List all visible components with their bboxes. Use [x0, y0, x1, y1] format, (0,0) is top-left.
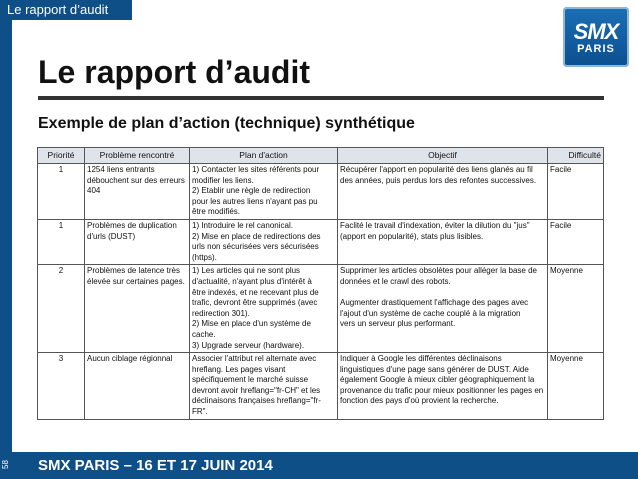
header-difficulte: Difficulté	[548, 148, 604, 164]
cell-problem: Problèmes de duplication d'urls (DUST)	[85, 219, 190, 264]
cell-priority: 1	[38, 164, 85, 220]
cell-plan: 1) Contacter les sites référents pour modifier les liens. 2) Etablir une règle de redirection pour les autres liens n'ayant pas pu être modifiés.	[190, 164, 338, 220]
cell-difficulty: Facile	[548, 164, 604, 220]
title-divider	[38, 96, 604, 100]
cell-problem: 1254 liens entrants débouchent sur des erreurs 404	[85, 164, 190, 220]
left-accent-strip	[0, 0, 12, 479]
section-label: Le rapport d’audit	[0, 0, 132, 20]
smx-paris-logo	[563, 7, 629, 67]
cell-priority: 3	[38, 353, 85, 420]
cell-difficulty: Moyenne	[548, 265, 604, 353]
slide-number: 58	[1, 460, 10, 470]
table-header-row	[38, 148, 604, 164]
cell-plan: 1) Les articles qui ne sont plus d'actualité, n'ayant plus d'intérêt à être indexés, et ne recevant plus de trafic, devront être supprimés (avec redirection 301). 2) Mise en place d'un système de cache. 3) Upgrade serveur (hardware).	[190, 265, 338, 353]
header-objectif: Objectif	[338, 148, 548, 164]
table-row	[38, 164, 604, 220]
logo-paris-text: PARIS	[577, 43, 615, 55]
cell-plan: Associer l'attribut rel alternate avec hreflang. Les pages visant spécifiquement le marché suisse devront avoir hreflang="fr-CH" et les déclinaisons françaises hreflang="fr- FR".	[190, 353, 338, 420]
cell-plan: 1) Introduire le rel canonical. 2) Mise en place de redirections des urls non sécurisées vers sécurisées (https).	[190, 219, 338, 264]
cell-priority: 1	[38, 219, 85, 264]
table-row	[38, 265, 604, 353]
cell-objective: Supprimer les articles obsolètes pour alléger la base de données et le crawl des robots. Augmenter drastiquement l'affichage des pages avec l'ajout d'un système de cache couplé à la migration vers un serveur plus performant.	[338, 265, 548, 353]
table-row	[38, 353, 604, 420]
header-priorite: Priorité	[38, 148, 85, 164]
logo-smx-text: SMX	[573, 19, 619, 44]
cell-objective: Récupérer l'apport en popularité des liens glanés au fil des années, puis perdus lors des refontes successives.	[338, 164, 548, 220]
header-probleme: Problème rencontré	[85, 148, 190, 164]
footer-event-text: SMX PARIS – 16 ET 17 JUIN 2014	[38, 457, 273, 474]
table-row	[38, 219, 604, 264]
cell-difficulty: Facile	[548, 219, 604, 264]
cell-priority: 2	[38, 265, 85, 353]
header-plan-action: Plan d'action	[190, 148, 338, 164]
cell-problem: Aucun ciblage régionnal	[85, 353, 190, 420]
page-title: Le rapport d’audit	[38, 54, 310, 90]
action-plan-table	[37, 147, 604, 420]
page-subtitle: Exemple de plan d’action (technique) synthétique	[38, 115, 415, 132]
cell-objective: Faclité le travail d'indexation, éviter la dilution du "jus" (apport en popularité), stats plus lisibles.	[338, 219, 548, 264]
cell-objective: Indiquer à Google les différentes déclinaisons linguistiques d'une page sans générer de DUST. Aide également Google à mieux cibler géographiquement la provenance du trafic pour mieux positionner les pages en fonction des pays d'où provient la recherche.	[338, 353, 548, 420]
cell-problem: Problèmes de latence très élevée sur certaines pages.	[85, 265, 190, 353]
cell-difficulty: Moyenne	[548, 353, 604, 420]
